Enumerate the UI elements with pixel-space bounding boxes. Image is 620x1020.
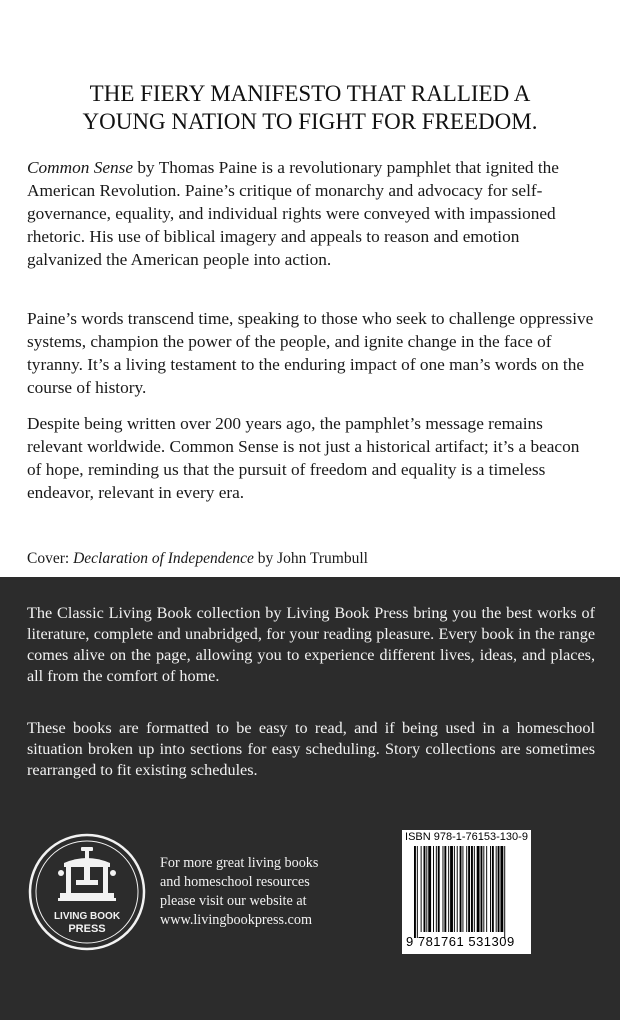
barcode-bar (468, 846, 470, 932)
living-book-press-logo (28, 833, 146, 951)
barcode-bar (426, 846, 427, 932)
barcode-bar (460, 846, 462, 932)
cover-credit-prefix: Cover: (27, 550, 74, 567)
printing-press-icon (58, 847, 116, 901)
barcode-bar (421, 846, 422, 932)
barcode-bar (496, 846, 497, 932)
barcode-bar (443, 846, 444, 932)
barcode-bar (490, 846, 491, 932)
barcode-bar (417, 846, 418, 938)
barcode-bar (474, 846, 475, 932)
logo-text-line-1: LIVING BOOK (53, 911, 121, 922)
barcode-bar (498, 846, 500, 932)
headline-line-1: THE FIERY MANIFESTO THAT RALLIED A (89, 81, 531, 106)
formatting-note: These books are formatted to be easy to read, and if being used in a homeschool situation broken up into sections for easy scheduling. Story collections are sometimes rearranged to fit existing schedules. (27, 719, 595, 779)
barcode-bar (483, 846, 484, 932)
website-url: www.livingbookpress.com (160, 912, 312, 928)
barcode-bar (454, 846, 455, 932)
barcode-bar (424, 846, 426, 932)
blurb-paragraph-3: Despite being written over 200 years ago, the pamphlet’s message remains relevant worldwide. Common Sense is not just a historical artifact; it’s a beacon of hope, reminding us that the pursuit of freedom and equality is a timeless endeavor, relevant in every era. (27, 414, 580, 502)
barcode-bar (492, 846, 494, 932)
barcode-bar (457, 846, 458, 932)
barcode-bar (477, 846, 480, 932)
cover-credit-artist: by John Trumbull (253, 550, 368, 567)
headline (20, 80, 600, 136)
barcode-bar (414, 846, 416, 938)
website-promo (160, 854, 360, 930)
blurb-paragraph-1 (27, 156, 597, 271)
blurb-paragraph-2: Paine’s words transcend time, speaking to those who seek to challenge oppressive systems, champion the power of the people, and ignite change in the face of tyranny. It’s a living testament to the enduring impact of one man’s words on the course of history. (27, 309, 594, 397)
cover-artwork-title: Declaration of Independence (73, 550, 254, 567)
barcode-bar (428, 846, 431, 932)
blurb-paragraph-1-text: by Thomas Paine is a revolutionary pamphlet that ignited the American Revolution. Paine’s critique of monarchy and advocacy for self-governance, equality, and individual rights were conveyed with impassioned rhetoric. His use of biblical imagery and appeals to reason and emotion galvanized the American people into action. (27, 158, 559, 269)
back-cover-dark-band (0, 577, 620, 1020)
barcode-bar (500, 846, 503, 932)
promo-line: please visit our website at (160, 893, 307, 909)
barcode-bar (486, 846, 487, 932)
barcode-bar (504, 846, 505, 938)
promo-line: and homeschool resources (160, 874, 310, 890)
book-title: Common Sense (27, 158, 134, 177)
barcode-bar (436, 846, 437, 932)
cover-credit (27, 549, 597, 569)
barcode-bar (433, 846, 434, 932)
barcode-digits: 9 781761 531309 (406, 934, 515, 949)
barcode-bar (450, 846, 453, 932)
isbn-number: ISBN 978-1-76153-130-9 (405, 831, 528, 843)
logo-text-line-2: PRESS (68, 923, 106, 935)
barcode-bar (466, 846, 467, 932)
barcode-bar (481, 846, 483, 932)
isbn-barcode-box (402, 830, 531, 954)
barcode-bar (444, 846, 446, 932)
barcode-bar (448, 846, 449, 932)
collection-description: The Classic Living Book collection by Living Book Press bring you the best works of literature, complete and unabridged, for your reading pleasure. Every book in the range comes alive on the page, allowing you to experience different lives, ideas, and places, all from the comfort of home. (27, 604, 595, 685)
barcode-bar (462, 846, 463, 932)
headline-line-2: YOUNG NATION TO FIGHT FOR FREEDOM. (82, 109, 538, 134)
barcode-bar (438, 846, 440, 932)
barcode-bar (471, 846, 473, 932)
promo-line: For more great living books (160, 855, 319, 871)
